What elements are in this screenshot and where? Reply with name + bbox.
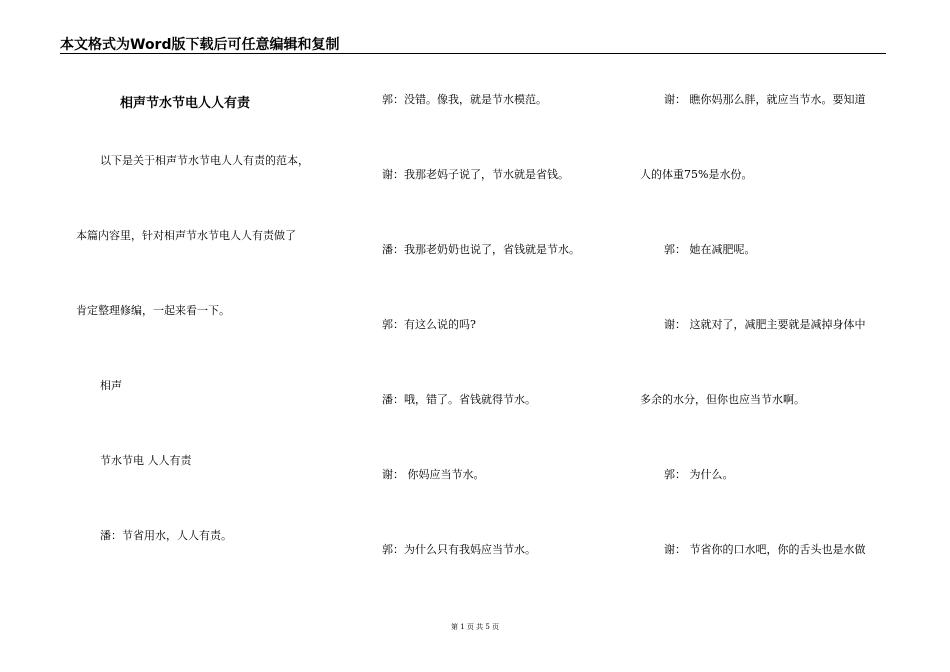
dialogue-line: 谢： 你妈应当节水。 xyxy=(382,468,485,481)
paragraph-line: 相声 xyxy=(100,379,122,392)
dialogue-line: 潘：哦，错了。省钱就得节水。 xyxy=(382,393,536,406)
dialogue-line: 郭： 她在减肥呢。 xyxy=(664,243,756,256)
dialogue-line: 郭：有这么说的吗? xyxy=(382,318,476,331)
paragraph-line: 肯定整理修编，一起来看一下。 xyxy=(76,304,230,317)
dialogue-line: 谢： 节省你的口水吧，你的舌头也是水做 xyxy=(664,543,866,556)
page-number: 第 1 页 共 5 页 xyxy=(450,623,500,631)
dialogue-line: 郭： 为什么。 xyxy=(664,468,734,481)
dialogue-line: 郭：没错。像我，就是节水模范。 xyxy=(382,93,547,106)
paragraph-line: 以下是关于相声节水节电人人有责的范本， xyxy=(100,154,309,167)
dialogue-line: 郭：为什么只有我妈应当节水。 xyxy=(382,543,536,556)
dialogue-line: 谢： 瞧你妈那么胖，就应当节水。要知道 xyxy=(664,93,866,106)
dialogue-line: 多余的水分，但你也应当节水啊。 xyxy=(640,393,805,406)
article-title: 相声节水节电人人有责 xyxy=(120,96,251,111)
dialogue-line: 谢： 这就对了，减肥主要就是减掉身体中 xyxy=(664,318,866,331)
dialogue-line: 潘：我那老奶奶也说了，省钱就是节水。 xyxy=(382,243,580,256)
dialogue-line: 谢：我那老妈子说了，节水就是省钱。 xyxy=(382,168,569,181)
document-header: 本文格式为Word版下载后可任意编辑和复制 xyxy=(60,37,340,53)
paragraph-line: 节水节电 人人有责 xyxy=(100,454,192,467)
dialogue-line: 人的体重75%是水份。 xyxy=(640,168,753,181)
paragraph-line: 潘：节省用水，人人有责。 xyxy=(100,529,232,542)
paragraph-line: 本篇内容里，针对相声节水节电人人有责做了 xyxy=(76,229,296,242)
header-divider xyxy=(60,53,886,54)
